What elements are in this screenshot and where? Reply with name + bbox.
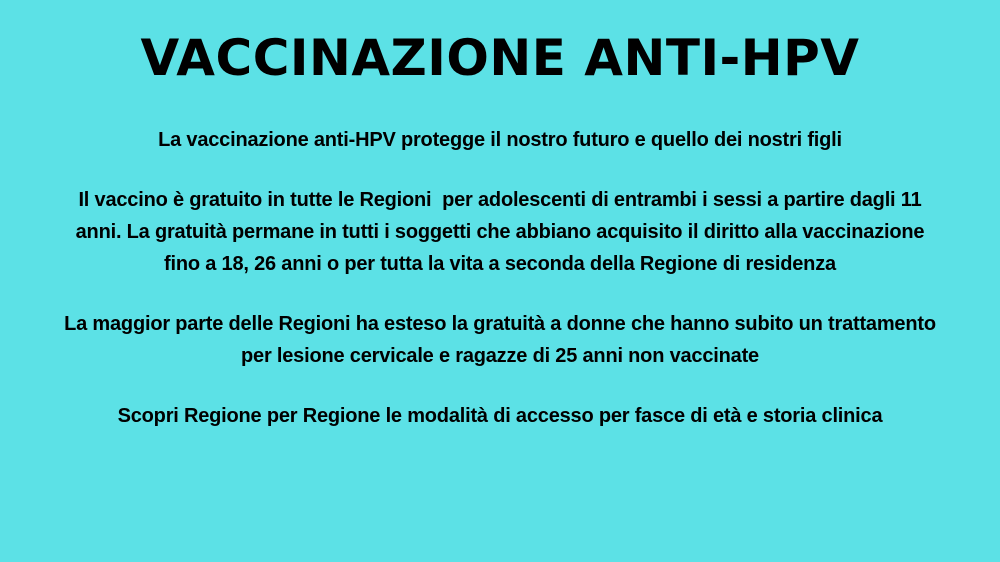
free-vaccine-line-3: fino a 18, 26 anni o per tutta la vita a seconda della Regione di residenza <box>164 253 836 275</box>
free-vaccine-line-2: anni. La gratuità permane in tutti i soggetti che abbiano acquisito il diritto alla vaccinazione <box>75 221 925 243</box>
regions-extension-line-1: La maggior parte delle Regioni ha esteso la gratuità a donne che hanno subito un trattamento <box>64 313 936 335</box>
call-to-action-line: Scopri Regione per Regione le modalità di accesso per fasce di età e storia clinica <box>117 405 883 427</box>
intro-paragraph <box>158 124 842 156</box>
poster-title: VACCINAZIONE ANTI-HPV <box>140 29 860 87</box>
regions-extension-paragraph <box>64 308 936 372</box>
intro-line: La vaccinazione anti-HPV protegge il nostro futuro e quello dei nostri figli <box>158 129 842 151</box>
free-vaccine-line-1: Il vaccino è gratuito in tutte le Regioni per adolescenti di entrambi i sessi a partire dagli 11 <box>78 189 922 211</box>
free-vaccine-paragraph <box>76 184 925 280</box>
regions-extension-line-2: per lesione cervicale e ragazze di 25 anni non vaccinate <box>241 345 759 367</box>
call-to-action-paragraph <box>118 400 883 432</box>
